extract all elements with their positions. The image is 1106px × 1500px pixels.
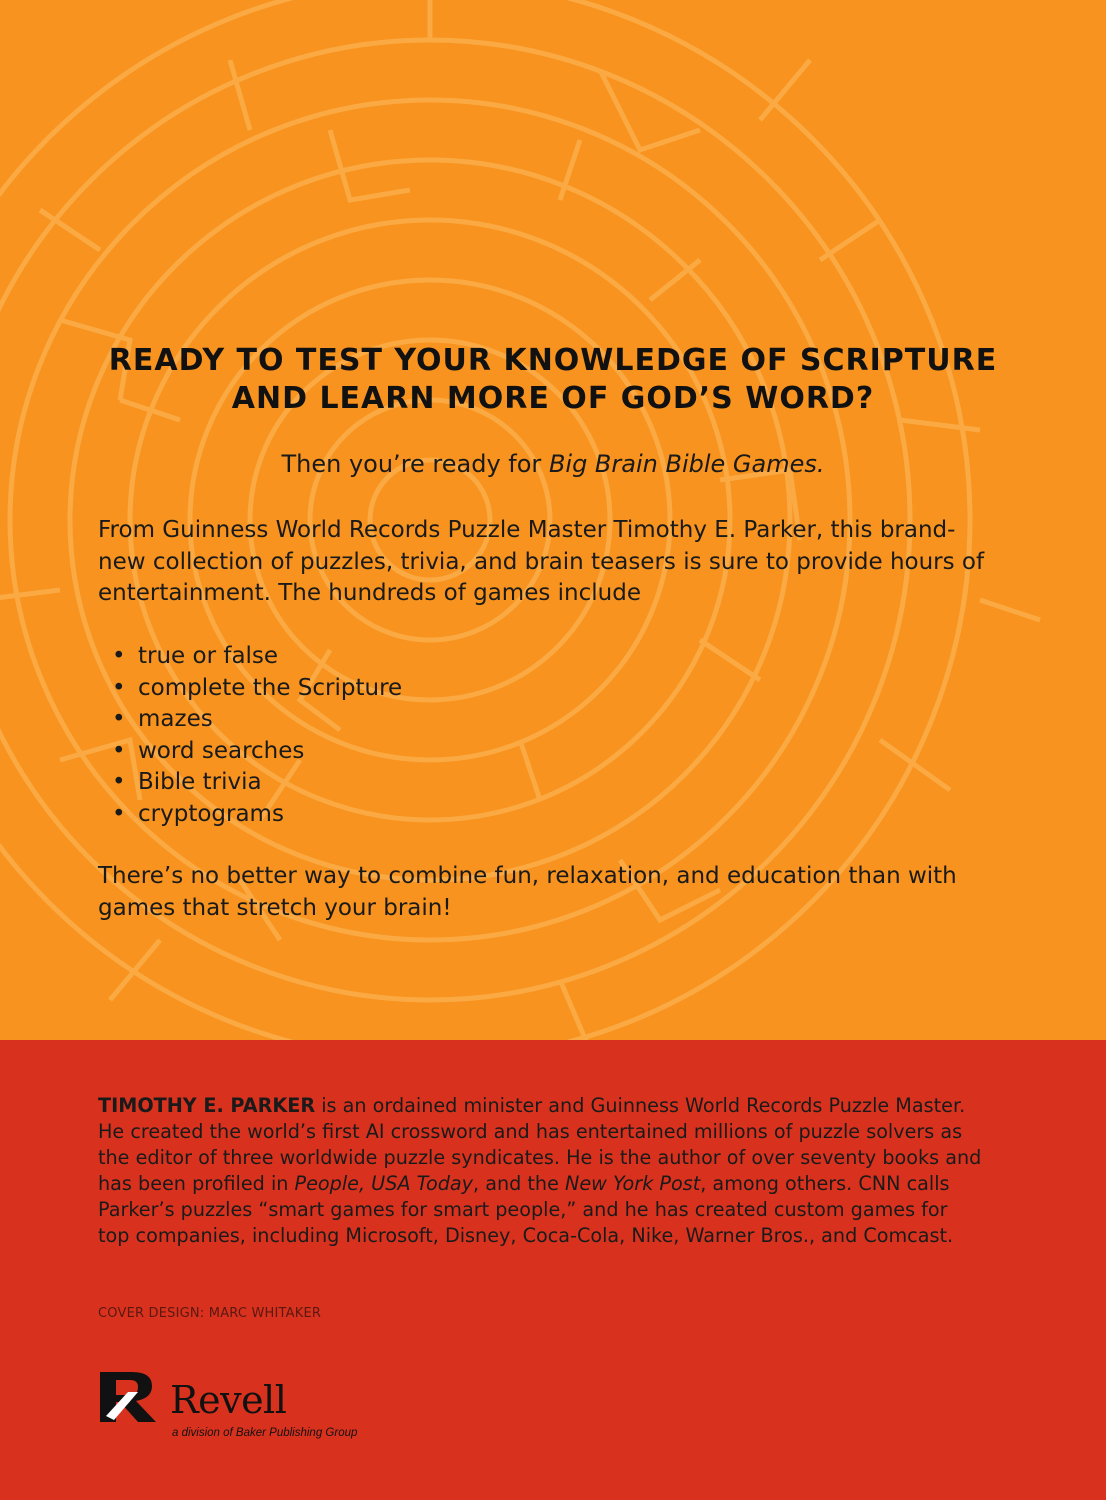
- publisher-tagline: a division of Baker Publishing Group: [172, 1427, 358, 1439]
- intro-line: entertainment. The hundreds of games include: [98, 580, 641, 606]
- bio-line: TIMOTHY E. PARKER is an ordained minister and Guinness World Records Puzzle Master.: [98, 1094, 966, 1117]
- list-item: • word searches: [112, 736, 402, 768]
- bullet-icon: •: [112, 674, 126, 701]
- intro-paragraph: [98, 515, 1008, 610]
- revell-r-icon: [98, 1370, 162, 1424]
- headline-line-2: AND LEARN MORE OF GOD’S WORD?: [231, 381, 875, 416]
- list-item: • mazes: [112, 704, 402, 736]
- list-item: • complete the Scripture: [112, 673, 402, 705]
- lead-prefix: Then you’re ready for: [281, 450, 549, 478]
- publication-name: People, USA Today: [294, 1172, 474, 1195]
- bullet-icon: •: [112, 643, 126, 669]
- bio-line: He created the world’s first AI crossword and has entertained millions of puzzle solvers as: [98, 1120, 963, 1143]
- intro-line: new collection of puzzles, trivia, and brain teasers is sure to provide hours of: [98, 548, 985, 575]
- cover-design-credit: COVER DESIGN: MARC WHITAKER: [98, 1306, 322, 1321]
- closing-paragraph: [98, 861, 1008, 924]
- bio-line: has been profiled in People, USA Today, and the New York Post, among others. CNN calls: [98, 1172, 950, 1195]
- publisher-logo: [98, 1370, 418, 1450]
- lead-sentence: [0, 450, 1106, 478]
- list-item: • cryptograms: [112, 799, 402, 831]
- bio-line: top companies, including Microsoft, Disney, Coca-Cola, Nike, Warner Bros., and Comcast.: [98, 1224, 954, 1247]
- intro-line: From Guinness World Records Puzzle Master Timothy E. Parker, this brand-: [98, 517, 956, 543]
- bullet-icon: •: [112, 800, 126, 827]
- headline: [0, 342, 1106, 418]
- publisher-name: Revell: [170, 1378, 287, 1422]
- author-bio: [98, 1093, 1003, 1249]
- bullet-icon: •: [112, 769, 126, 796]
- bullet-icon: •: [112, 737, 126, 764]
- list-item: • true or false: [112, 641, 402, 673]
- closing-line: games that stretch your brain!: [98, 894, 452, 921]
- author-name: TIMOTHY E. PARKER: [98, 1094, 316, 1117]
- headline-line-1: READY TO TEST YOUR KNOWLEDGE OF SCRIPTURE: [108, 343, 998, 378]
- bio-line: the editor of three worldwide puzzle syndicates. He is the author of over seventy books and: [98, 1146, 982, 1169]
- publication-name: New York Post: [565, 1172, 701, 1195]
- bullet-icon: •: [112, 706, 126, 733]
- games-list: [112, 641, 402, 831]
- book-title: Big Brain Bible Games.: [548, 450, 825, 478]
- list-item: • Bible trivia: [112, 767, 402, 799]
- closing-line: There’s no better way to combine fun, relaxation, and education than with: [98, 863, 957, 889]
- bio-line: Parker’s puzzles “smart games for smart people,” and he has created custom games for: [98, 1198, 948, 1221]
